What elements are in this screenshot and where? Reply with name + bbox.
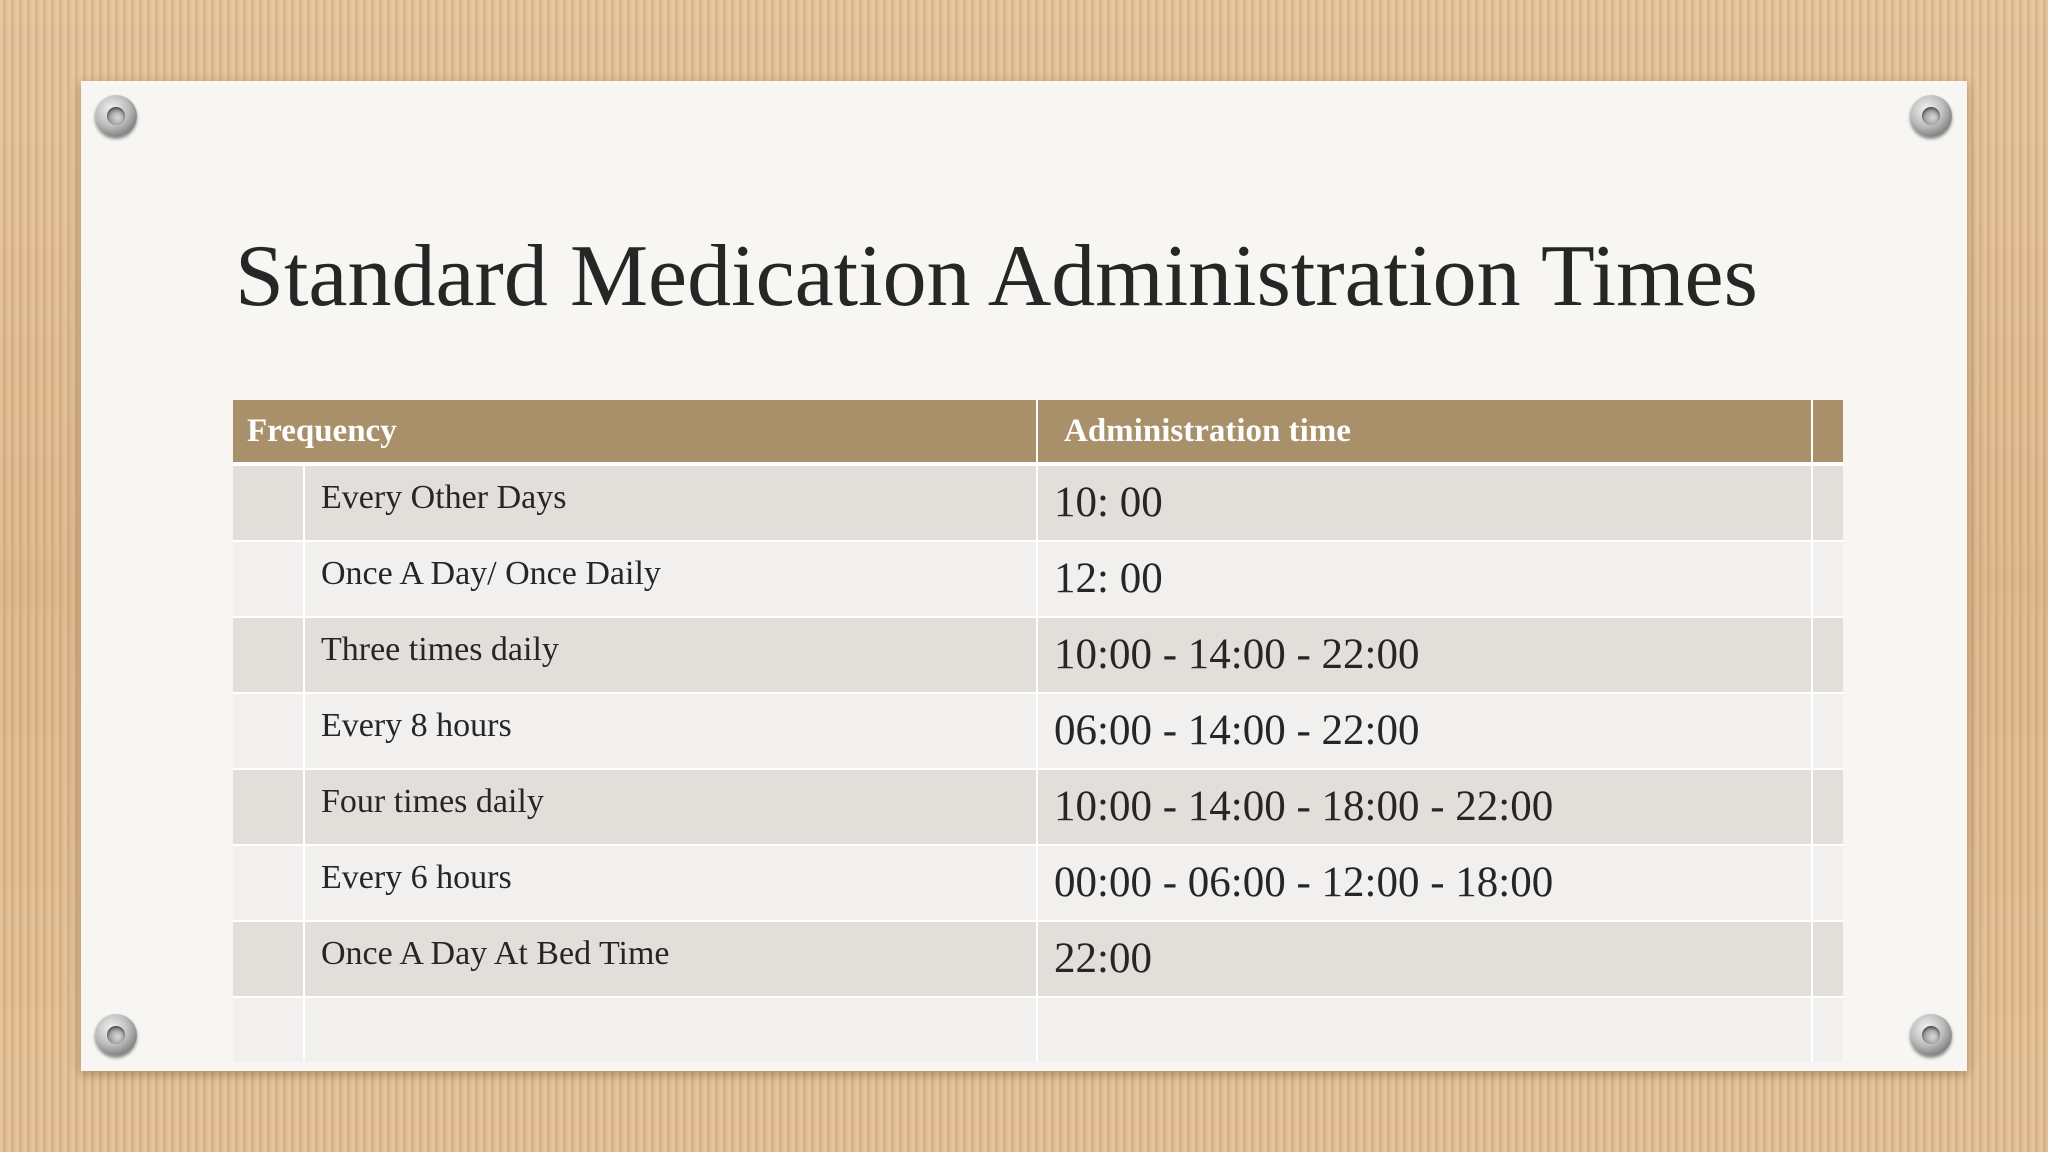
frequency-cell [305, 998, 1038, 1062]
header-frequency: Frequency [233, 400, 1038, 462]
time-cell [1038, 770, 1813, 844]
row-stub-cell [233, 846, 305, 920]
frequency-cell [305, 618, 1038, 692]
time-cell [1038, 922, 1813, 996]
frequency-cell [305, 770, 1038, 844]
grommet-icon [95, 95, 137, 137]
table-row-empty [233, 998, 1843, 1062]
time-cell [1038, 694, 1813, 768]
frequency-cell [305, 466, 1038, 540]
slide-title: Standard Medication Administration Times [235, 228, 1758, 325]
frequency-text: Every 6 hours [321, 859, 512, 896]
medication-times-table [233, 400, 1843, 1062]
row-stub-cell [233, 694, 305, 768]
table-row [233, 466, 1843, 542]
frequency-text: Once A Day/ Once Daily [321, 555, 661, 592]
time-text: 12: 00 [1054, 555, 1163, 602]
frequency-text: Four times daily [321, 783, 544, 820]
table-row [233, 694, 1843, 770]
table-row [233, 846, 1843, 922]
row-end-cell [1813, 922, 1843, 996]
time-text: 10:00 - 14:00 - 18:00 - 22:00 [1054, 783, 1554, 830]
header-end-cell [1813, 400, 1843, 462]
time-text: 00:00 - 06:00 - 12:00 - 18:00 [1054, 859, 1554, 906]
time-text: 10: 00 [1054, 479, 1163, 526]
time-cell [1038, 846, 1813, 920]
frequency-cell [305, 922, 1038, 996]
row-end-cell [1813, 770, 1843, 844]
time-text: 10:00 - 14:00 - 22:00 [1054, 631, 1420, 678]
table-row [233, 618, 1843, 694]
row-stub-cell [233, 922, 305, 996]
header-administration-time: Administration time [1038, 400, 1813, 462]
row-stub-cell [233, 466, 305, 540]
time-text: 22:00 [1054, 935, 1152, 982]
row-end-cell [1813, 542, 1843, 616]
frequency-cell [305, 694, 1038, 768]
time-cell [1038, 466, 1813, 540]
frequency-text: Once A Day At Bed Time [321, 935, 670, 972]
frequency-text: Three times daily [321, 631, 559, 668]
row-end-cell [1813, 846, 1843, 920]
table-row [233, 922, 1843, 998]
frequency-cell [305, 846, 1038, 920]
frequency-text: Every 8 hours [321, 707, 512, 744]
time-cell [1038, 998, 1813, 1062]
row-end-cell [1813, 694, 1843, 768]
grommet-icon [95, 1014, 137, 1056]
time-cell [1038, 618, 1813, 692]
row-stub-cell [233, 998, 305, 1062]
row-end-cell [1813, 618, 1843, 692]
row-stub-cell [233, 542, 305, 616]
grommet-icon [1910, 1014, 1952, 1056]
time-cell [1038, 542, 1813, 616]
table-row [233, 770, 1843, 846]
table-row [233, 542, 1843, 618]
row-end-cell [1813, 998, 1843, 1062]
table-header-row [233, 400, 1843, 466]
grommet-icon [1910, 95, 1952, 137]
row-end-cell [1813, 466, 1843, 540]
frequency-text: Every Other Days [321, 479, 567, 516]
row-stub-cell [233, 770, 305, 844]
frequency-cell [305, 542, 1038, 616]
time-text: 06:00 - 14:00 - 22:00 [1054, 707, 1420, 754]
row-stub-cell [233, 618, 305, 692]
